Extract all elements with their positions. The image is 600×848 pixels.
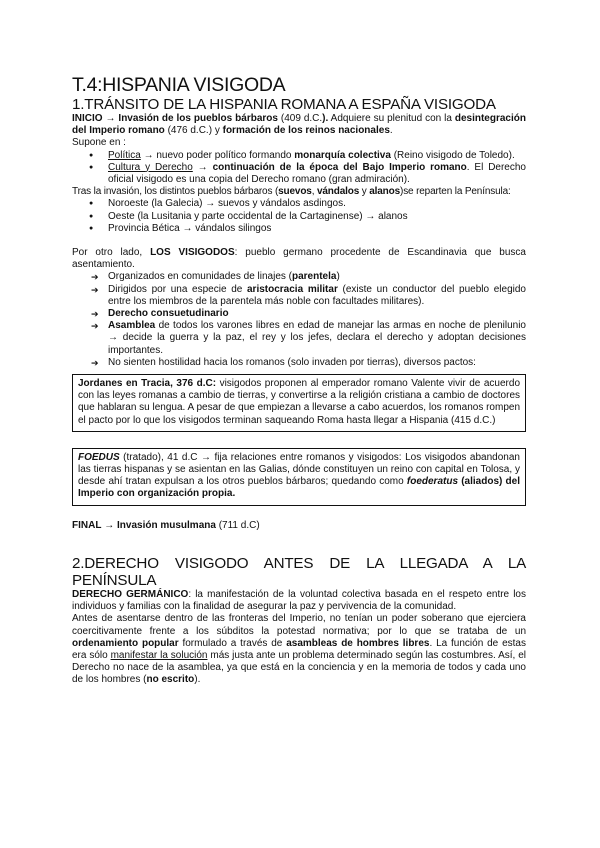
list-item: [72, 357, 526, 369]
tras-sep2: y: [359, 186, 370, 198]
foedus-text: (tratado), 41 d.C → fija relaciones entre romanos y visigodos: Los visigodos abandonan las tierras hispanas y se asientan en las Galias, dónde constituyen un reino con capital en Tolosa, y desde ahí tratan expulsan a los otros pueblos bárbaros; quedando como: [78, 451, 520, 488]
document-page: [72, 74, 526, 687]
p2-b3: no escrito: [146, 674, 195, 686]
tras-b3: alanos: [369, 186, 401, 198]
item-text: → nuevo poder político formando: [140, 149, 295, 161]
feature-text: Organizados en comunidades de linajes (: [108, 271, 292, 283]
p2-text2: formulado a través de: [178, 637, 287, 649]
inicio-arrow: →: [102, 113, 119, 124]
p2-b1: ordenamiento popular: [72, 637, 179, 649]
inicio-text1: (409 d.C.: [277, 113, 323, 124]
foederatus-term: foederatus: [406, 476, 459, 488]
feature-text: de todos los varones libres en edad de manejar las armas en noche de plenilunio → decide la guerra y la paz, el rey y los jefes, declara el derecho y adoptan decisiones importantes.: [108, 320, 526, 356]
section2-heading: 2.DERECHO VISIGODO ANTES DE LA LLEGADA A LA PENÍNSULA: [72, 554, 526, 589]
p2-underline: manifestar la solución: [110, 649, 208, 661]
supone-label: Supone en :: [72, 137, 126, 149]
germanico-paragraph: [72, 589, 526, 613]
item-text: . El Derecho oficial visigodo es una copia del Derecho romano (gran admiración).: [108, 161, 526, 186]
final-text: (711 d.C): [215, 519, 260, 531]
list-item: [72, 284, 526, 308]
jordanes-box: [72, 374, 526, 432]
p2-text5: ).: [194, 674, 201, 686]
feature-bold: Derecho consuetudinario: [108, 308, 229, 320]
item-underline: Cultura y Derecho: [108, 161, 193, 173]
feature-bold: aristocracia militar: [247, 283, 338, 295]
p2-text4: más justa ante un problema determinado según las costumbres. Así, el Derecho no nace de la asamblea, ya que está en la conciencia y en la memoria de todos y cada uno de los hombres (: [72, 649, 526, 686]
p2-text1: Antes de asentarse dentro de las fronteras del Imperio, no tenían un poder soberano que ejerciera coercitivamente frente a los súbditos la potestad normativa; por lo que se trataba de un: [72, 613, 526, 637]
inicio-paragraph: [72, 113, 526, 137]
item-underline: Política: [108, 149, 141, 161]
asentarse-paragraph: [72, 613, 526, 686]
visigodos-bold: LOS VISIGODOS: [150, 247, 235, 259]
inicio-bold2: ).: [322, 113, 329, 124]
foedus-bold: (aliados) del Imperio con organización propia.: [78, 476, 521, 500]
list-item: ● Oeste (la Lusitania y parte occidental de la Cartaginense) → alanos: [72, 211, 526, 223]
p2-text3: . La función de estas era sólo: [72, 637, 526, 661]
tras-paragraph: [72, 186, 526, 198]
germanico-bold: DERECHO GERMÁNICO: [72, 588, 189, 600]
inicio-bold4: formación de los reinos nacionales: [222, 125, 390, 137]
item-text: (Reino visigodo de Toledo).: [390, 149, 515, 161]
list-item: ● Noroeste (la Galecia) → suevos y vándalos asdingos.: [72, 198, 526, 210]
list-item: [72, 308, 526, 320]
inicio-label: INICIO: [72, 113, 103, 124]
final-label: FINAL: [72, 519, 102, 531]
section1-heading: 1.TRÁNSITO DE LA HISPANIA ROMANA A ESPAÑA VISIGODA: [72, 96, 496, 113]
list-item: [72, 271, 526, 283]
germanico-text: : la manifestación de la voluntad colectiva basada en el respeto entre los individuos y familias con la finalidad de asegurar la paz y pervivencia de la comunidad.: [72, 588, 526, 613]
inicio-text2: Adquiere su plenitud con la: [328, 113, 455, 124]
item-bold: continuación de la época del Bajo Imperio romano: [212, 161, 467, 173]
foedus-title: FOEDUS: [78, 451, 120, 463]
list-item: ● Provincia Bética → vándalos silingos: [72, 223, 526, 235]
regions-list: [72, 198, 526, 235]
visigodos-text2: : pueblo germano procedente de Escandinavia que busca asentamiento.: [72, 247, 526, 271]
inicio-bold3: desintegración del Imperio romano: [72, 113, 526, 137]
list-item: [72, 162, 526, 186]
list-item: [72, 150, 526, 162]
feature-text: (existe un conductor del pueblo elegido entre los miembros de la parentela más noble con facultades militares).: [108, 283, 526, 307]
foedus-box: [72, 448, 526, 506]
page-title: T.4:HISPANIA VISIGODA: [72, 74, 286, 96]
tras-text2: )se reparten la Península:: [400, 186, 511, 198]
tras-b2: vándalos: [316, 186, 360, 198]
feature-text: ): [336, 271, 340, 283]
inicio-text3: (476 d.C.) y: [164, 125, 223, 137]
supone-list: [72, 150, 526, 187]
list-item: [72, 320, 526, 357]
tras-sep1: ,: [311, 186, 317, 198]
feature-text: Dirigidos por una especie de: [108, 283, 247, 295]
jordanes-text: visigodos proponen al emperador romano Valente vivir de acuerdo con las leyes romanas a cambio de tierras, y convertirse a la religión cristiana a cambio de doctores que hablaran su lengua. A pesar de que empiezan a llevarse a cabo acuerdos, los romanos rompen el pacto por lo que los visigodos terminan saqueando Roma hasta llegar a Hispania (415 d.C.): [78, 378, 521, 426]
visigodos-paragraph: [72, 247, 526, 271]
spacer: [72, 235, 526, 247]
item-text: →: [192, 161, 213, 173]
final-paragraph: [72, 520, 526, 532]
visigodos-text1: Por otro lado,: [72, 247, 151, 259]
tras-b1: suevos: [278, 186, 312, 198]
feature-bold: Asamblea: [108, 320, 156, 332]
feature-bold: parentela: [292, 271, 337, 283]
tras-text1: Tras la invasión, los distintos pueblos bárbaros (: [72, 186, 279, 198]
p2-b2: asambleas de hombres libres: [286, 637, 430, 649]
final-bold: Invasión musulmana: [117, 519, 216, 531]
inicio-bold1: Invasión de los pueblos bárbaros: [118, 113, 278, 124]
features-list: [72, 271, 526, 369]
final-arrow: →: [101, 519, 118, 531]
item-bold: monarquía colectiva: [294, 149, 391, 161]
feature-text: No sienten hostilidad hacia los romanos (solo invaden por tierras), diversos pactos:: [108, 356, 476, 368]
jordanes-bold: Jordanes en Tracia, 376 d.C:: [78, 378, 217, 390]
inicio-text4: .: [389, 125, 393, 137]
